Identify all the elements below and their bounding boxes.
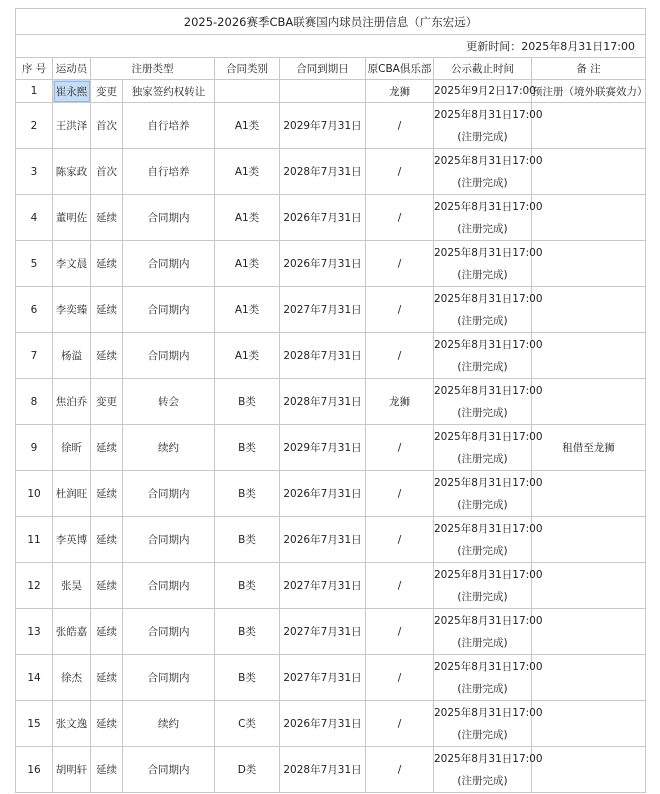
row-number: 12: [16, 563, 53, 609]
table-row: [16, 379, 646, 425]
athlete-name: 胡明轩: [53, 747, 91, 793]
table-row: [16, 563, 646, 609]
contract-expiry: 2026年7月31日: [280, 701, 366, 747]
deadline-time: 2025年8月31日17:00: [434, 338, 543, 351]
registration-detail: 续约: [123, 701, 215, 747]
note: [532, 563, 646, 609]
registration-detail: 自行培养: [123, 149, 215, 195]
deadline-time: 2025年8月31日17:00: [434, 430, 543, 443]
contract-class: B类: [215, 517, 280, 563]
registration-kind: 变更: [91, 80, 123, 103]
original-club: /: [366, 195, 434, 241]
table-row: [16, 195, 646, 241]
deadline: [434, 333, 543, 379]
athlete-name: 陈家政: [53, 149, 91, 195]
registration-kind: 延续: [91, 333, 123, 379]
athlete-name: 杜润旺: [53, 471, 91, 517]
registration-detail: 合同期内: [123, 609, 215, 655]
registration-detail: 合同期内: [123, 195, 215, 241]
deadline: [434, 517, 543, 563]
contract-class: [215, 80, 280, 103]
deadline: [434, 287, 543, 333]
registration-kind: 延续: [91, 747, 123, 793]
table-row: [16, 517, 646, 563]
header-registration-type: 注册类型: [91, 58, 215, 80]
row-number: 4: [16, 195, 53, 241]
deadline: [434, 609, 543, 655]
row-number: 9: [16, 425, 53, 471]
deadline: [434, 149, 543, 195]
registration-detail: 续约: [123, 425, 215, 471]
athlete-name: 焦泊乔: [53, 379, 91, 425]
athlete-name: 张文逸: [53, 701, 91, 747]
athlete-name: 杨溢: [53, 333, 91, 379]
deadline-time: 2025年8月31日17:00: [434, 384, 543, 397]
row-number: 2: [16, 103, 53, 149]
contract-expiry: 2027年7月31日: [280, 563, 366, 609]
header-contract-class: 合同类别: [215, 58, 280, 80]
original-club: /: [366, 747, 434, 793]
update-time: 更新时间：2025年8月31日17:00: [16, 35, 646, 58]
contract-class: B类: [215, 563, 280, 609]
original-club: 龙狮: [366, 379, 434, 425]
table-row: [16, 747, 646, 793]
registration-kind: 延续: [91, 701, 123, 747]
registration-detail: 合同期内: [123, 287, 215, 333]
deadline-status: (注册完成): [457, 268, 508, 281]
contract-class: B类: [215, 655, 280, 701]
deadline-time: 2025年8月31日17:00: [434, 706, 543, 719]
contract-expiry: 2027年7月31日: [280, 287, 366, 333]
note: [532, 609, 646, 655]
table-row: [16, 103, 646, 149]
contract-expiry: 2029年7月31日: [280, 425, 366, 471]
deadline-time: 2025年8月31日17:00: [434, 200, 543, 213]
contract-class: A1类: [215, 103, 280, 149]
row-number: 1: [16, 80, 53, 103]
contract-class: B类: [215, 609, 280, 655]
athlete-name: 徐昕: [53, 425, 91, 471]
registration-table: [15, 8, 646, 793]
header-deadline: 公示截止时间: [434, 58, 532, 80]
deadline-time: 2025年8月31日17:00: [434, 154, 543, 167]
registration-kind: 变更: [91, 379, 123, 425]
contract-class: A1类: [215, 333, 280, 379]
deadline-status: (注册完成): [457, 544, 508, 557]
deadline-status: (注册完成): [457, 360, 508, 373]
contract-expiry: 2026年7月31日: [280, 195, 366, 241]
deadline-time: 2025年9月2日17:00: [434, 85, 536, 97]
athlete-name: 李奕臻: [53, 287, 91, 333]
header-note: 备 注: [532, 58, 646, 80]
contract-class: A1类: [215, 287, 280, 333]
table-row: [16, 655, 646, 701]
row-number: 8: [16, 379, 53, 425]
registration-detail: 合同期内: [123, 333, 215, 379]
original-club: /: [366, 471, 434, 517]
original-club: /: [366, 241, 434, 287]
deadline: [434, 471, 543, 517]
note: [532, 333, 646, 379]
table-row: [16, 149, 646, 195]
deadline: [434, 655, 543, 701]
row-number: 5: [16, 241, 53, 287]
deadline-status: (注册完成): [457, 222, 508, 235]
registration-kind: 延续: [91, 241, 123, 287]
contract-expiry: 2028年7月31日: [280, 333, 366, 379]
table-row: [16, 425, 646, 471]
registration-kind: 延续: [91, 425, 123, 471]
note: 租借至龙狮: [532, 425, 646, 471]
row-number: 14: [16, 655, 53, 701]
athlete-name: 李英博: [53, 517, 91, 563]
deadline-time: 2025年8月31日17:00: [434, 476, 543, 489]
header-athlete: 运动员: [53, 58, 91, 80]
contract-class: B类: [215, 379, 280, 425]
note: [532, 471, 646, 517]
original-club: /: [366, 149, 434, 195]
deadline: [434, 425, 543, 471]
deadline: [434, 379, 543, 425]
table-row: [16, 701, 646, 747]
registration-detail: 转会: [123, 379, 215, 425]
athlete-name: 张昊: [53, 563, 91, 609]
registration-kind: 延续: [91, 609, 123, 655]
header-original-club: 原CBA俱乐部: [366, 58, 434, 80]
table-row: [16, 333, 646, 379]
contract-expiry: 2028年7月31日: [280, 379, 366, 425]
note: [532, 241, 646, 287]
row-number: 6: [16, 287, 53, 333]
athlete-name[interactable]: 崔永熙: [53, 80, 91, 103]
athlete-name: 张皓嘉: [53, 609, 91, 655]
contract-expiry: 2028年7月31日: [280, 747, 366, 793]
deadline: [434, 563, 543, 609]
table-row: [16, 287, 646, 333]
deadline-time: 2025年8月31日17:00: [434, 660, 543, 673]
header-row: [16, 58, 646, 80]
row-number: 16: [16, 747, 53, 793]
deadline-status: (注册完成): [457, 682, 508, 695]
athlete-name: 李文晨: [53, 241, 91, 287]
row-number: 10: [16, 471, 53, 517]
deadline-status: (注册完成): [457, 406, 508, 419]
deadline-status: (注册完成): [457, 130, 508, 143]
deadline: [434, 195, 543, 241]
contract-class: A1类: [215, 241, 280, 287]
contract-expiry: 2029年7月31日: [280, 103, 366, 149]
contract-expiry: 2027年7月31日: [280, 609, 366, 655]
table-row: [16, 471, 646, 517]
note: [532, 287, 646, 333]
contract-class: B类: [215, 425, 280, 471]
contract-class: D类: [215, 747, 280, 793]
athlete-name: 徐杰: [53, 655, 91, 701]
registration-detail: 自行培养: [123, 103, 215, 149]
deadline: [434, 80, 536, 103]
row-number: 13: [16, 609, 53, 655]
contract-class: A1类: [215, 149, 280, 195]
note: [532, 655, 646, 701]
deadline: [434, 747, 543, 793]
registration-kind: 延续: [91, 655, 123, 701]
deadline-time: 2025年8月31日17:00: [434, 614, 543, 627]
contract-expiry: 2027年7月31日: [280, 655, 366, 701]
original-club: /: [366, 103, 434, 149]
registration-detail: 独家签约权转让: [123, 80, 215, 103]
deadline-time: 2025年8月31日17:00: [434, 752, 543, 765]
contract-class: A1类: [215, 195, 280, 241]
note: [532, 747, 646, 793]
contract-expiry: 2026年7月31日: [280, 241, 366, 287]
deadline-time: 2025年8月31日17:00: [434, 522, 543, 535]
note: [532, 103, 646, 149]
deadline-time: 2025年8月31日17:00: [434, 292, 543, 305]
original-club: /: [366, 333, 434, 379]
contract-class: C类: [215, 701, 280, 747]
contract-class: B类: [215, 471, 280, 517]
table-title: 2025-2026赛季CBA联赛国内球员注册信息（广东宏远）: [16, 9, 646, 35]
registration-detail: 合同期内: [123, 241, 215, 287]
table-row: [16, 80, 646, 103]
row-number: 11: [16, 517, 53, 563]
original-club: 龙狮: [366, 80, 434, 103]
note: [532, 517, 646, 563]
athlete-name: 王洪泽: [53, 103, 91, 149]
note: [532, 701, 646, 747]
registration-kind: 首次: [91, 103, 123, 149]
deadline-time: 2025年8月31日17:00: [434, 246, 543, 259]
contract-expiry: [280, 80, 366, 103]
original-club: /: [366, 287, 434, 333]
contract-expiry: 2026年7月31日: [280, 517, 366, 563]
registration-detail: 合同期内: [123, 471, 215, 517]
deadline-status: (注册完成): [457, 774, 508, 787]
registration-sheet: [15, 8, 648, 793]
athlete-name: 董明佐: [53, 195, 91, 241]
deadline-time: 2025年8月31日17:00: [434, 108, 543, 121]
registration-kind: 延续: [91, 471, 123, 517]
deadline: [434, 103, 543, 149]
note: [532, 149, 646, 195]
deadline: [434, 701, 543, 747]
registration-kind: 延续: [91, 563, 123, 609]
note: [532, 195, 646, 241]
deadline-status: (注册完成): [457, 176, 508, 189]
row-number: 7: [16, 333, 53, 379]
table-row: [16, 609, 646, 655]
row-number: 15: [16, 701, 53, 747]
row-number: 3: [16, 149, 53, 195]
deadline-status: (注册完成): [457, 498, 508, 511]
deadline-status: (注册完成): [457, 452, 508, 465]
registration-detail: 合同期内: [123, 747, 215, 793]
note: 预注册（境外联赛效力）: [532, 80, 646, 103]
deadline-status: (注册完成): [457, 590, 508, 603]
header-contract-expiry: 合同到期日: [280, 58, 366, 80]
contract-expiry: 2028年7月31日: [280, 149, 366, 195]
contract-expiry: 2026年7月31日: [280, 471, 366, 517]
table-row: [16, 241, 646, 287]
original-club: /: [366, 655, 434, 701]
registration-kind: 延续: [91, 195, 123, 241]
header-no: 序 号: [16, 58, 53, 80]
note: [532, 379, 646, 425]
original-club: /: [366, 517, 434, 563]
deadline-status: (注册完成): [457, 636, 508, 649]
registration-detail: 合同期内: [123, 517, 215, 563]
deadline-status: (注册完成): [457, 728, 508, 741]
original-club: /: [366, 609, 434, 655]
deadline-time: 2025年8月31日17:00: [434, 568, 543, 581]
deadline-status: (注册完成): [457, 314, 508, 327]
registration-kind: 延续: [91, 287, 123, 333]
original-club: /: [366, 701, 434, 747]
registration-detail: 合同期内: [123, 655, 215, 701]
deadline: [434, 241, 543, 287]
original-club: /: [366, 425, 434, 471]
registration-kind: 延续: [91, 517, 123, 563]
original-club: /: [366, 563, 434, 609]
registration-detail: 合同期内: [123, 563, 215, 609]
registration-kind: 首次: [91, 149, 123, 195]
